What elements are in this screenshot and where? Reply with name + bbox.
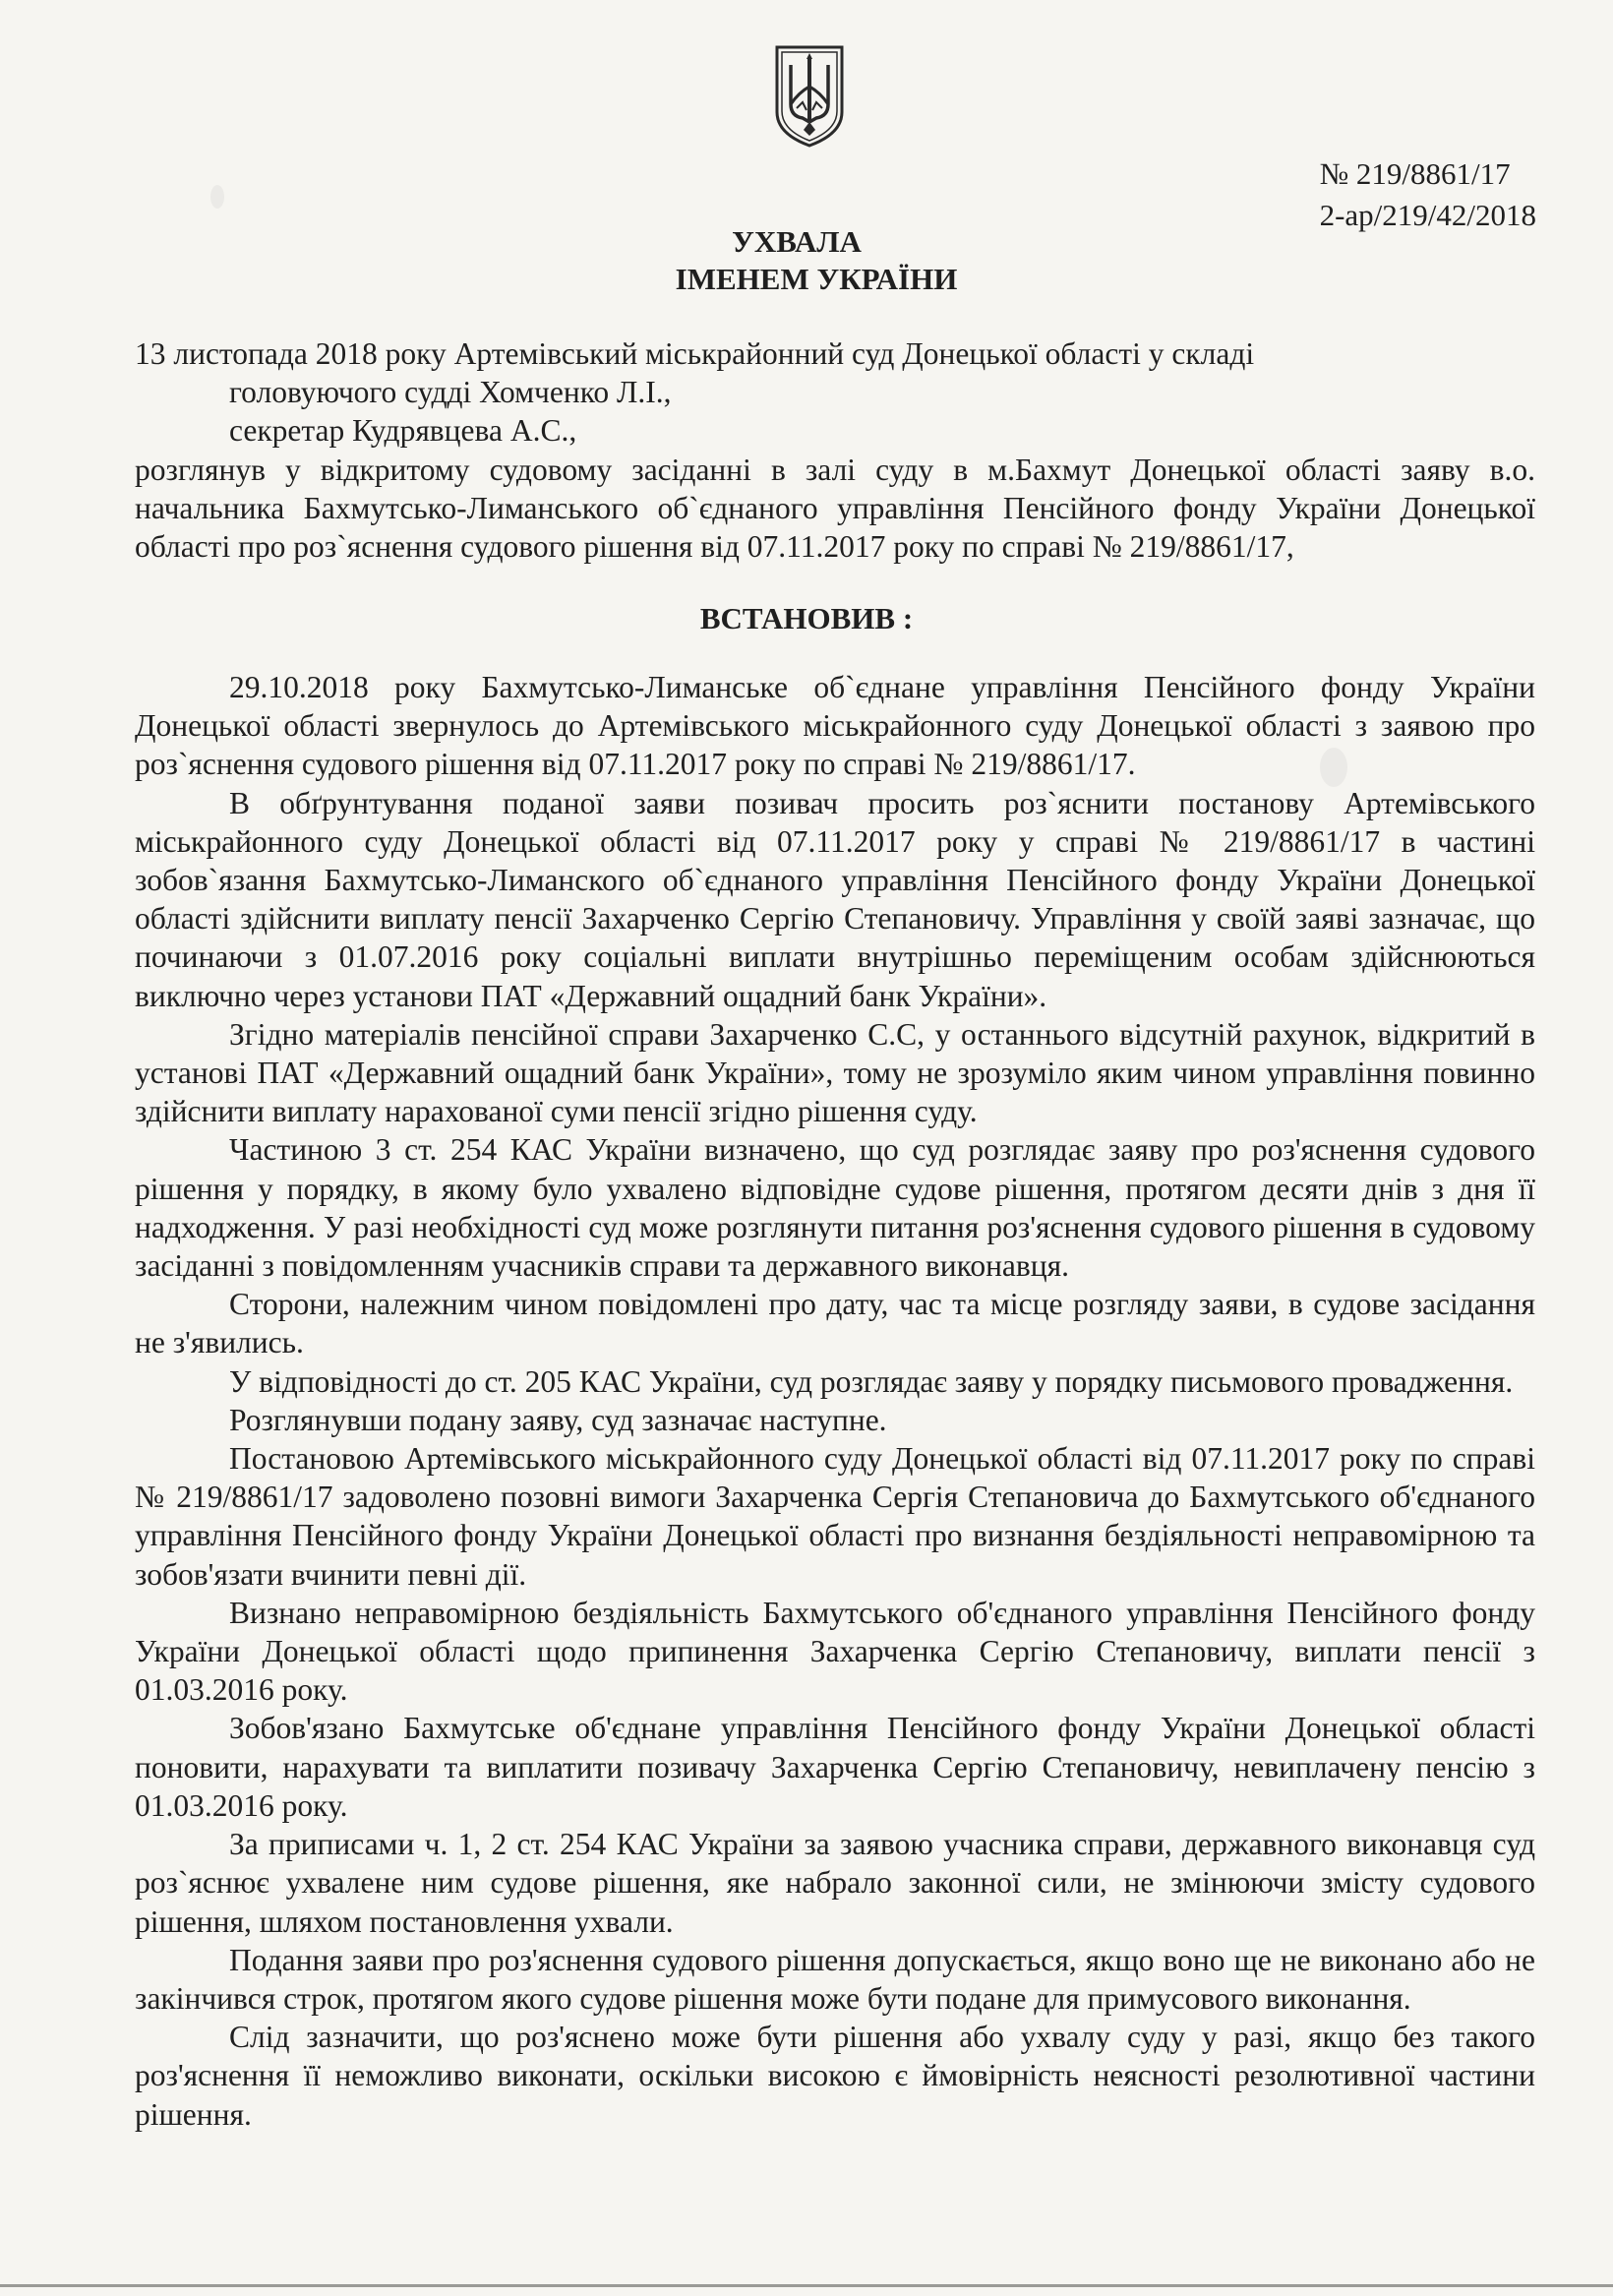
document-title: УХВАЛА — [732, 224, 862, 259]
paragraph: В обґрунтування поданої заяви позивач просить роз`яснити постанову Артемівського міськрайонного суду Донецької області від 07.11.2017 року у справі № 219/8861/17 в частині зобов`язання Бахмутсько-Лиманского об`єднаного управління Пенсійного фонду України Донецької області здійснити виплату пенсії Захарченко Сергію Степановичу. Управління у своїй заяві зазначає, що починаючи з 01.07.2016 року соціальні виплати внутрішньо переміщеним особам здійснюються виключно через установи ПАТ «Державний ощадний банк України». — [135, 785, 1535, 1013]
proceeding-number: 2-ар/219/42/2018 — [1319, 198, 1536, 232]
paper-mark — [210, 185, 224, 209]
paragraph: Сторони, належним чином повідомлені про дату, час та місце розгляду заяви, в судове засідання не з'явились. — [135, 1287, 1535, 1360]
intro-line: 13 листопада 2018 року Артемівський міськрайонний суд Донецької області у складі — [135, 336, 1255, 371]
paragraph: Подання заяви про роз'яснення судового рішення допускається, якщо воно ще не виконано або не закінчився строк, протягом якого судове рішення може бути подане для примусового виконання. — [135, 1942, 1535, 2016]
paragraph: Згідно матеріалів пенсійної справи Захарченко С.С, у останнього відсутній рахунок, відкритий в установі ПАТ «Державний ощадний банк України», тому не зрозуміло яким чином управління повинно здійснити виплату нарахованої суми пенсії згідно рішення суду. — [135, 1016, 1535, 1129]
intro-line: секретар Кудрявцева А.С., — [229, 413, 577, 449]
paragraph: Визнано неправомірною бездіяльність Бахмутського об'єднаного управління Пенсійного фонду України Донецької області щодо припинення Захарченка Сергію Степановичу, виплати пенсії з 01.03.2016 року. — [135, 1595, 1535, 1708]
main-text — [135, 668, 1535, 2134]
case-number: № 219/8861/17 — [1319, 156, 1511, 191]
document-subtitle: ІМЕНЕМ УКРАЇНИ — [675, 262, 958, 296]
paragraph: Розглянувши подану заяву, суд зазначає наступне. — [229, 1402, 887, 1437]
paragraph: За приписами ч. 1, 2 ст. 254 КАС України за заявою учасника справи, державного виконавця суд роз`яснює ухвалене ним судове рішення, яке набрало законної сили, не змінюючи змісту судового рішення, шляхом постановлення ухвали. — [135, 1827, 1535, 1939]
paragraph: Частиною 3 ст. 254 КАС України визначено, що суд розглядає заяву про роз'яснення судового рішення у порядку, в якому було ухвалено відповідне судове рішення, протягом десяти днів з дня її надходження. У разі необхідності суд може розглянути питання роз'яснення судового рішення в судовому засіданні з повідомленням учасників справи та державного виконавця. — [135, 1132, 1535, 1284]
intro-line: розглянув у відкритому судовому засіданні в залі суду в м.Бахмут Донецької області заяву в.о. начальника Бахмутсько-Лиманського об`єднаного управління Пенсійного фонду України Донецької області про роз`яснення судового рішення від 07.11.2017 року по справі № 219/8861/17, — [135, 452, 1535, 565]
intro-block — [135, 334, 1535, 566]
paragraph: У відповідності до ст. 205 КАС України, суд розглядає заяву у порядку письмового провадження. — [229, 1363, 1514, 1399]
paragraph: 29.10.2018 року Бахмутсько-Лиманське об`єднане управління Пенсійного фонду України Донецької області звернулось до Артемівського міськрайонного суду Донецької області з заявою про роз`яснення судового рішення від 07.11.2017 року по справі № 219/8861/17. — [135, 670, 1535, 782]
intro-line: головуючого судді Хомченко Л.І., — [229, 375, 672, 410]
section-heading: ВСТАНОВИВ : — [699, 601, 914, 635]
paragraph: Зобов'язано Бахмутське об'єднане управління Пенсійного фонду України Донецької області поновити, нарахувати та виплатити позивачу Захарченка Сергію Степановичу, невиплачену пенсію з 01.03.2016 року. — [135, 1711, 1535, 1823]
paragraph: Постановою Артемівського міськрайонного суду Донецької області від 07.11.2017 року по справі № 219/8861/17 задоволено позовні вимоги Захарченка Сергія Степановича до Бахмутського об'єднаного управління Пенсійного фонду України Донецької області про визнання бездіяльності неправомірною та зобов'язати вчинити певні дії. — [135, 1441, 1535, 1592]
paragraph: Слід зазначити, що роз'яснено може бути рішення або ухвалу суду у разі, якщо без такого роз'яснення її неможливо виконати, оскільки високою є ймовірність неясності резолютивної частини рішення. — [135, 2020, 1535, 2132]
trident-emblem-icon — [771, 43, 848, 150]
page-bottom-edge — [0, 2284, 1613, 2287]
